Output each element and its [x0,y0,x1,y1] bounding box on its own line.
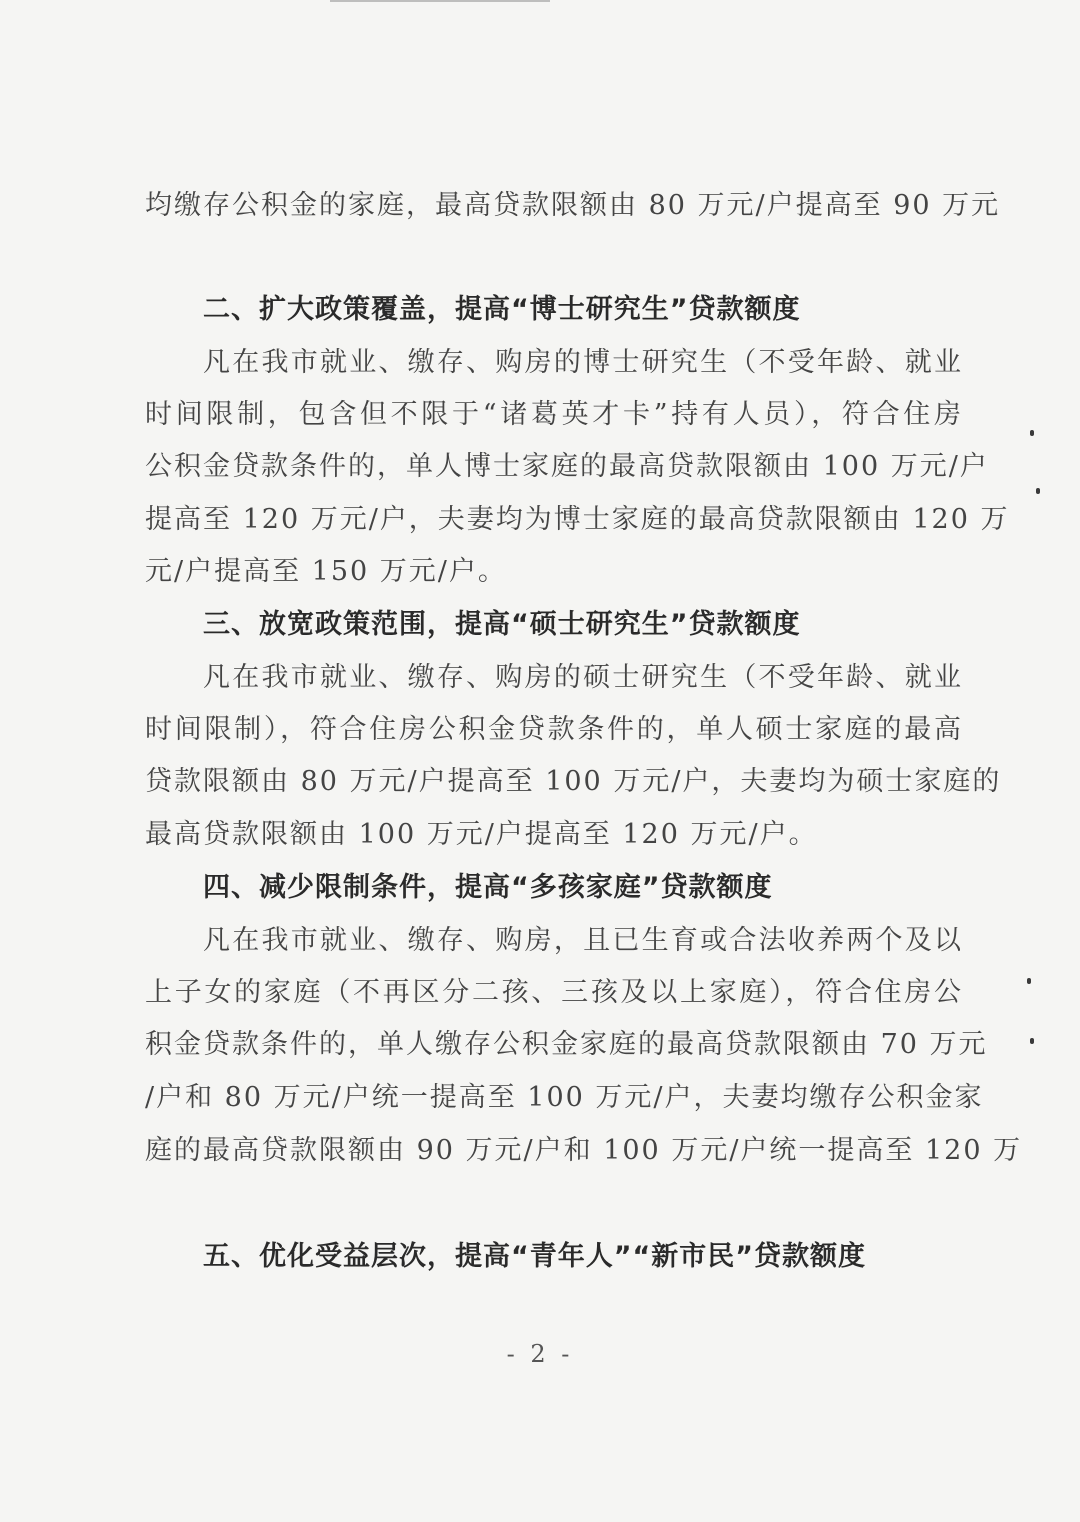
paragraph-line: 贷款限额由 80 万元/户提高至 100 万元/户，夫妻均为硕士家庭的 [145,766,1002,797]
scan-speck [1030,430,1034,436]
paragraph-line: 最高贷款限额由 100 万元/户提高至 120 万元/户。 [145,819,818,850]
paragraph-line: 凡在我市就业、缴存、购房的博士研究生（不受年龄、就业 [203,347,963,378]
scan-speck [1027,978,1031,984]
scan-speck [1036,488,1040,494]
paragraph-line: /户和 80 万元/户统一提高至 100 万元/户，夫妻均缴存公积金家 [145,1082,984,1113]
scan-edge-mark [330,0,550,2]
paragraph-line: 时间限制，包含但不限于“诸葛英才卡”持有人员），符合住房 [145,399,963,430]
section-heading-2: 二、扩大政策覆盖，提高“博士研究生”贷款额度 [203,294,801,325]
paragraph-line: 元/户提高至 150 万元/户。 [145,556,507,587]
paragraph-line: 上子女的家庭（不再区分二孩、三孩及以上家庭），符合住房公 [145,977,963,1008]
scan-speck [1030,1038,1034,1044]
paragraph-line: 凡在我市就业、缴存、购房，且已生育或合法收养两个及以 [203,925,963,956]
paragraph-line: 凡在我市就业、缴存、购房的硕士研究生（不受年龄、就业 [203,662,963,693]
continued-line: 均缴存公积金的家庭，最高贷款限额由 80 万元/户提高至 90 万元 [145,190,1001,221]
section-heading-5: 五、优化受益层次，提高“青年人”“新市民”贷款额度 [203,1241,866,1272]
paragraph-line: 庭的最高贷款限额由 90 万元/户和 100 万元/户统一提高至 120 万 [145,1135,1023,1166]
paragraph-line: 时间限制），符合住房公积金贷款条件的，单人硕士家庭的最高 [145,714,963,745]
section-heading-3: 三、放宽政策范围，提高“硕士研究生”贷款额度 [203,609,801,640]
paragraph-line: 公积金贷款条件的，单人博士家庭的最高贷款限额由 100 万元/户 [145,451,989,482]
paragraph-line: 提高至 120 万元/户，夫妻均为博士家庭的最高贷款限额由 120 万 [145,504,1010,535]
page-number: - 2 - [506,1340,574,1368]
paragraph-line: 积金贷款条件的，单人缴存公积金家庭的最高贷款限额由 70 万元 [145,1029,988,1060]
section-heading-4: 四、减少限制条件，提高“多孩家庭”贷款额度 [203,872,773,903]
